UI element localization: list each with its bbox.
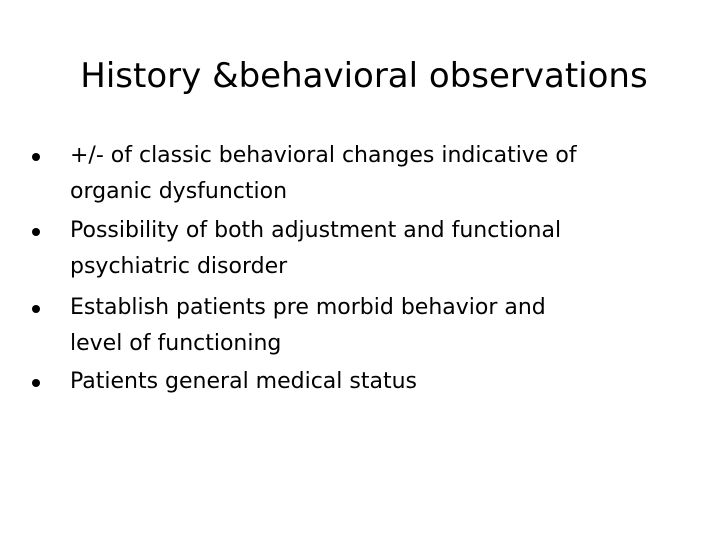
bullet-text-line: psychiatric disorder [70, 254, 288, 279]
bullet-text-line: level of functioning [70, 331, 282, 356]
bullet-text-line: Establish patients pre morbid behavior and [70, 295, 546, 320]
bullet-dot-icon [32, 305, 40, 313]
bullet-text-line: Patients general medical status [70, 369, 417, 394]
bullet-dot-icon [32, 228, 40, 236]
bullet-list [32, 138, 712, 402]
bullet-dot-icon [32, 379, 40, 387]
bullet-text-line: Possibility of both adjustment and functional [70, 218, 562, 243]
bullet-dot-icon [32, 153, 40, 161]
bullet-item [32, 138, 712, 210]
bullet-text-line: +/- of classic behavioral changes indicative of [70, 143, 577, 168]
bullet-text-line: organic dysfunction [70, 179, 288, 204]
slide-title: History &behavioral observations [80, 56, 648, 96]
bullet-item [32, 364, 712, 400]
bullet-item [32, 290, 712, 362]
bullet-item [32, 213, 712, 285]
